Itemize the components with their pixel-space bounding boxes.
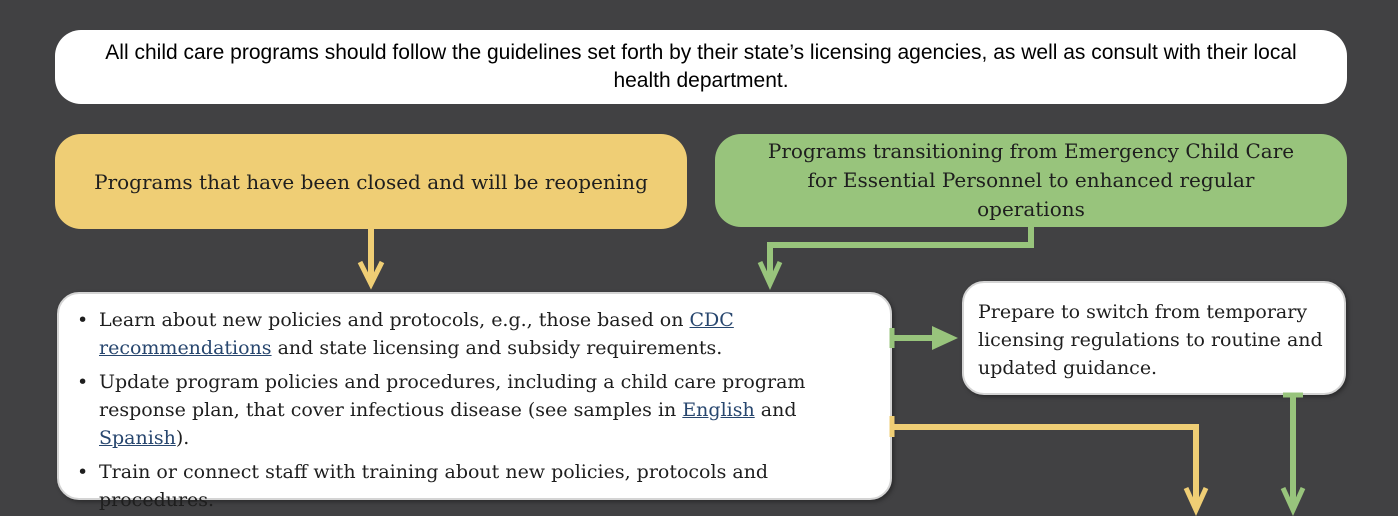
transitioning-programs-text: Programs transitioning from Emergency Child Care for Essential Personnel to enhanced regular operations [767,139,1295,221]
spanish-sample-link[interactable]: Spanish [99,427,176,449]
bullet: • [77,309,89,331]
action-step-text: Train or connect staff with training about new policies, protocols and procedures. [99,461,769,511]
action-step-text: and state licensing and subsidy requirements. [271,337,723,359]
action-step-text: Update program policies and procedures, including a child care program response plan, that cover infectious disease (see samples in [99,371,806,421]
licensing-text: Prepare to switch from temporary licensing regulations to routine and updated guidance. [978,301,1323,379]
green-elbow-arrow [760,227,1031,284]
yellow-elbow-down-arrow [892,416,1206,510]
bullet: • [77,461,89,483]
action-step-text: and [754,399,797,421]
bullet: • [77,371,89,393]
closed-programs-text: Programs that have been closed and will be reopening [94,169,648,194]
action-step-text: ). [175,427,190,449]
english-sample-link[interactable]: English [682,399,755,421]
guidance-banner-text: All child care programs should follow the guidelines set forth by their state’s licensing agencies, as well as consult with their local health department. [105,41,1297,92]
green-down-arrow [1283,395,1303,510]
cdc-recommendations-link[interactable]: CDC recommendations [99,309,734,359]
action-step-text: Learn about new policies and protocols, e.g., those based on [99,309,690,331]
yellow-down-arrow [360,229,382,284]
green-right-arrow [892,326,958,350]
